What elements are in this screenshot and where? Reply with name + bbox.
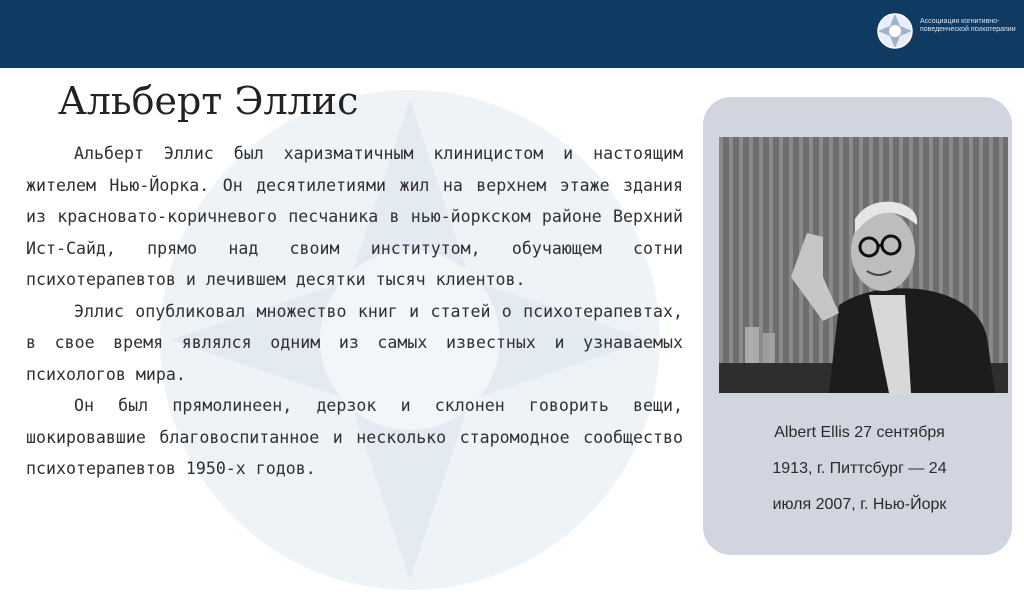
caption-line: июля 2007, г. Нью-Йорк [772,496,947,513]
paragraph: Эллис опубликовал множество книг и статей о психотерапевтах, в свое время являлся одним из самых известных и узнаваемых психологов мира. [26,301,683,384]
association-logo[interactable] [876,10,1016,54]
header-bar [0,0,1024,68]
photo-card [703,97,1012,555]
page-title: Альберт Эллис [58,79,359,123]
photo-caption [719,415,1000,523]
logo-text: Ассоциация когнитивно-поведенческой психотерапии [920,18,1016,33]
body-text [26,138,683,485]
caption-line: 1913, г. Питтсбург — 24 [772,460,947,477]
paragraph: Альберт Эллис был харизматичным клиницистом и настоящим жителем Нью-Йорка. Он десятилетиями жил на верхнем этаже здания из красновато-коричневого песчаника в нью-йоркском районе Верхний Ист-Сайд, прямо над своим институтом, обучающем сотни психотерапевтов и лечившем десятки тысяч клиентов. [26,144,683,289]
paragraph: Он был прямолинеен, дерзок и склонен говорить вещи, шокировавшие благовоспитанное и несколько старомодное сообщество психотерапевтов 1950-х годов. [26,396,683,478]
caption-line: Albert Ellis 27 сентября [774,424,945,441]
globe-logo-icon [876,12,914,50]
portrait-photo [719,137,1008,393]
